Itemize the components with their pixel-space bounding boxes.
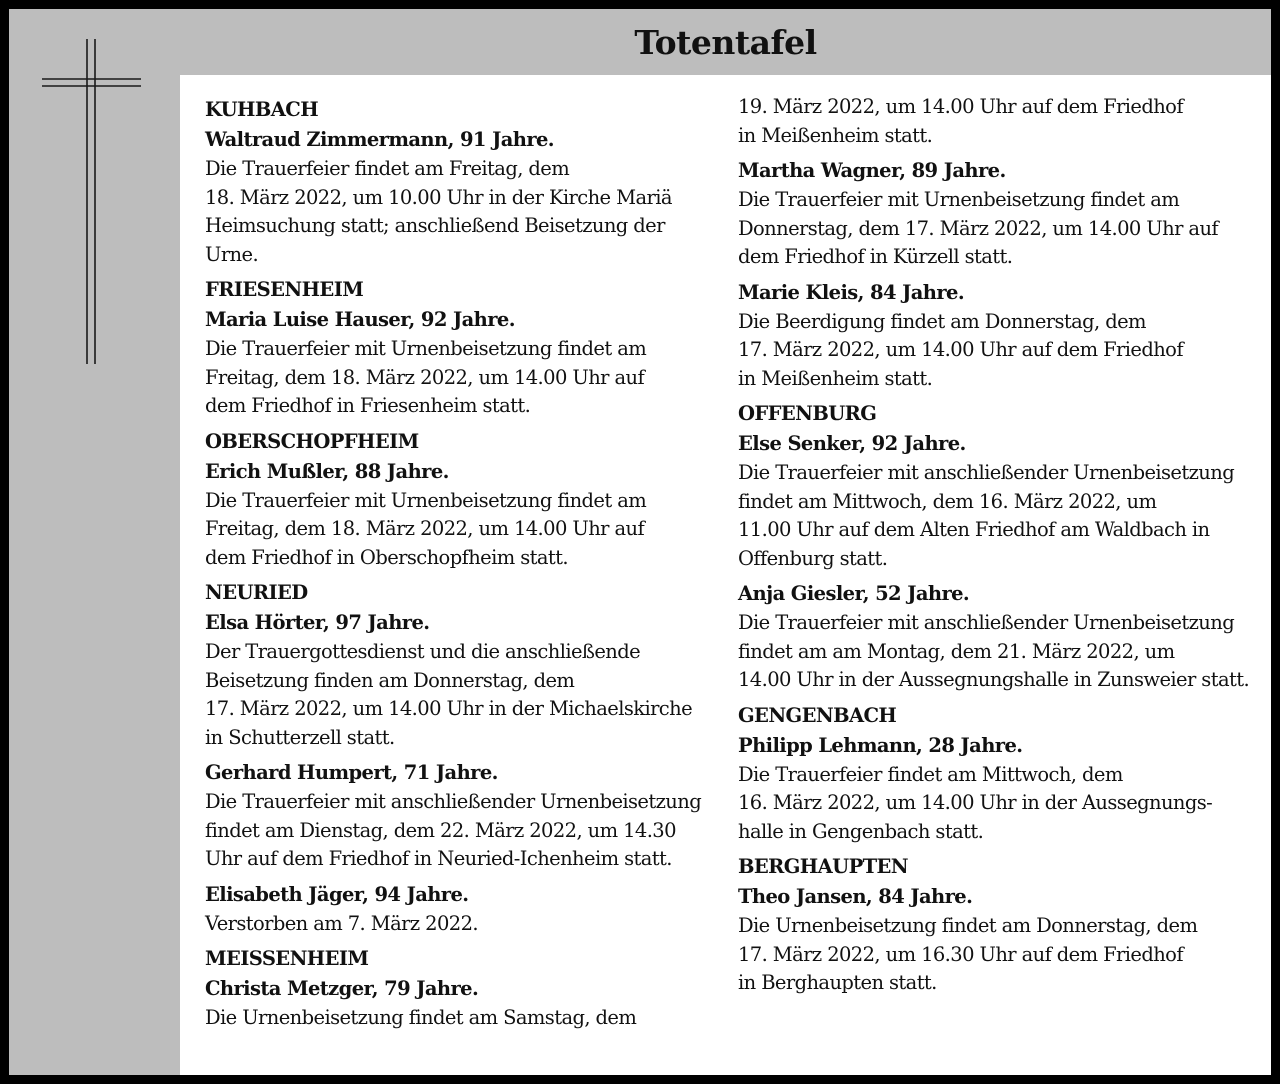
- page-title: Totentafel: [634, 23, 817, 62]
- obituary-entry: [738, 93, 1258, 150]
- obituary-entry: [205, 457, 715, 573]
- obituary-entry: [738, 731, 1258, 847]
- deceased-name: Theo Jansen, 84 Jahre.: [738, 885, 973, 908]
- deceased-name: Christa Metzger, 79 Jahre.: [205, 977, 479, 1000]
- service-detail: 19. März 2022, um 14.00 Uhr auf dem Friedhof in Meißenheim statt.: [738, 95, 1183, 147]
- obituary-entry: [205, 880, 715, 939]
- town-group: [205, 944, 715, 1033]
- town-heading: BERGHAUPTEN: [738, 855, 909, 878]
- service-detail: Die Urnenbeisetzung findet am Samstag, dem: [205, 1006, 637, 1029]
- obituary-entry: [738, 429, 1258, 573]
- town-group: [205, 578, 715, 938]
- obituary-panel: [180, 75, 1271, 1075]
- obituary-entry: [205, 974, 715, 1033]
- service-detail: Die Trauerfeier mit anschließender Urnenbeisetzung findet am Mittwoch, dem 16. März 2022, um 11.00 Uhr auf dem Alten Friedhof am Waldbach in Offenburg statt.: [738, 461, 1235, 570]
- town-group: [205, 275, 715, 421]
- service-detail: Die Trauerfeier mit anschließender Urnenbeisetzung findet am am Montag, dem 21. März 2022, um 14.00 Uhr in der Aussegnungshalle in Zunsweier statt.: [738, 611, 1250, 691]
- deceased-name: Else Senker, 92 Jahre.: [738, 432, 966, 455]
- deceased-name: Waltraud Zimmermann, 91 Jahre.: [205, 128, 554, 151]
- service-detail: Die Beerdigung findet am Donnerstag, dem 17. März 2022, um 14.00 Uhr auf dem Friedhof in Meißenheim statt.: [738, 309, 1183, 390]
- town-heading: KUHBACH: [205, 98, 319, 121]
- deceased-name: Gerhard Humpert, 71 Jahre.: [205, 761, 498, 784]
- obituary-entry: [738, 278, 1258, 394]
- service-detail: Die Trauerfeier findet am Mittwoch, dem 16. März 2022, um 14.00 Uhr in der Aussegnungs- halle in Gengenbach statt.: [738, 762, 1213, 843]
- deceased-name: Martha Wagner, 89 Jahre.: [738, 159, 1006, 182]
- service-detail: Verstorben am 7. März 2022.: [205, 911, 478, 935]
- deceased-name: Elsa Hörter, 97 Jahre.: [205, 611, 430, 634]
- service-detail: Die Trauerfeier findet am Freitag, dem 18. März 2022, um 10.00 Uhr in der Kirche Mariä Heimsuchung statt; anschließend Beisetzung der Urne.: [205, 157, 672, 266]
- town-group: [738, 399, 1258, 695]
- deceased-name: Anja Giesler, 52 Jahre.: [738, 582, 970, 605]
- right-column: [738, 93, 1258, 1004]
- service-detail: Die Trauerfeier mit Urnenbeisetzung findet am Freitag, dem 18. März 2022, um 14.00 Uhr auf dem Friedhof in Friesenheim statt.: [205, 337, 647, 417]
- obituary-entry: [738, 882, 1258, 998]
- service-detail: Die Trauerfeier mit anschließender Urnenbeisetzung findet am Dienstag, dem 22. März 2022, um 14.30 Uhr auf dem Friedhof in Neuried-Ichenheim statt.: [205, 790, 702, 870]
- cross-icon: [9, 9, 180, 389]
- town-heading: NEURIED: [205, 581, 308, 604]
- obituary-entry: [205, 758, 715, 874]
- left-column: [205, 95, 715, 1039]
- service-detail: Die Urnenbeisetzung findet am Donnerstag, dem 17. März 2022, um 16.30 Uhr auf dem Friedhof in Berghaupten statt.: [738, 914, 1198, 994]
- town-heading: OBERSCHOPFHEIM: [205, 429, 419, 453]
- town-group: [205, 95, 715, 269]
- deceased-name: Maria Luise Hauser, 92 Jahre.: [205, 308, 515, 331]
- town-heading: MEISSENHEIM: [205, 947, 369, 970]
- town-group: [205, 427, 715, 573]
- deceased-name: Philipp Lehmann, 28 Jahre.: [738, 733, 1023, 757]
- town-heading: OFFENBURG: [738, 402, 877, 425]
- town-group: [738, 701, 1258, 847]
- deceased-name: Marie Kleis, 84 Jahre.: [738, 280, 965, 304]
- deceased-name: Erich Mußler, 88 Jahre.: [205, 459, 449, 483]
- town-group: [738, 93, 1258, 393]
- service-detail: Der Trauergottesdienst und die anschließende Beisetzung finden am Donnerstag, dem 17. März 2022, um 14.00 Uhr in der Michaelskirche in Schutterzell statt.: [205, 640, 693, 749]
- deceased-name: Elisabeth Jäger, 94 Jahre.: [205, 882, 469, 906]
- town-heading: GENGENBACH: [738, 703, 897, 727]
- service-detail: Die Trauerfeier mit Urnenbeisetzung findet am Freitag, dem 18. März 2022, um 14.00 Uhr auf dem Friedhof in Oberschopfheim statt.: [205, 488, 647, 569]
- obituary-entry: [205, 608, 715, 752]
- service-detail: Die Trauerfeier mit Urnenbeisetzung findet am Donnerstag, dem 17. März 2022, um 14.00 Uhr auf dem Friedhof in Kürzell statt.: [738, 188, 1219, 268]
- town-group: [738, 852, 1258, 998]
- obituary-entry: [205, 125, 715, 269]
- town-heading: FRIESENHEIM: [205, 278, 364, 301]
- obituary-entry: [205, 305, 715, 421]
- obituary-entry: [738, 156, 1258, 272]
- obituary-entry: [738, 579, 1258, 695]
